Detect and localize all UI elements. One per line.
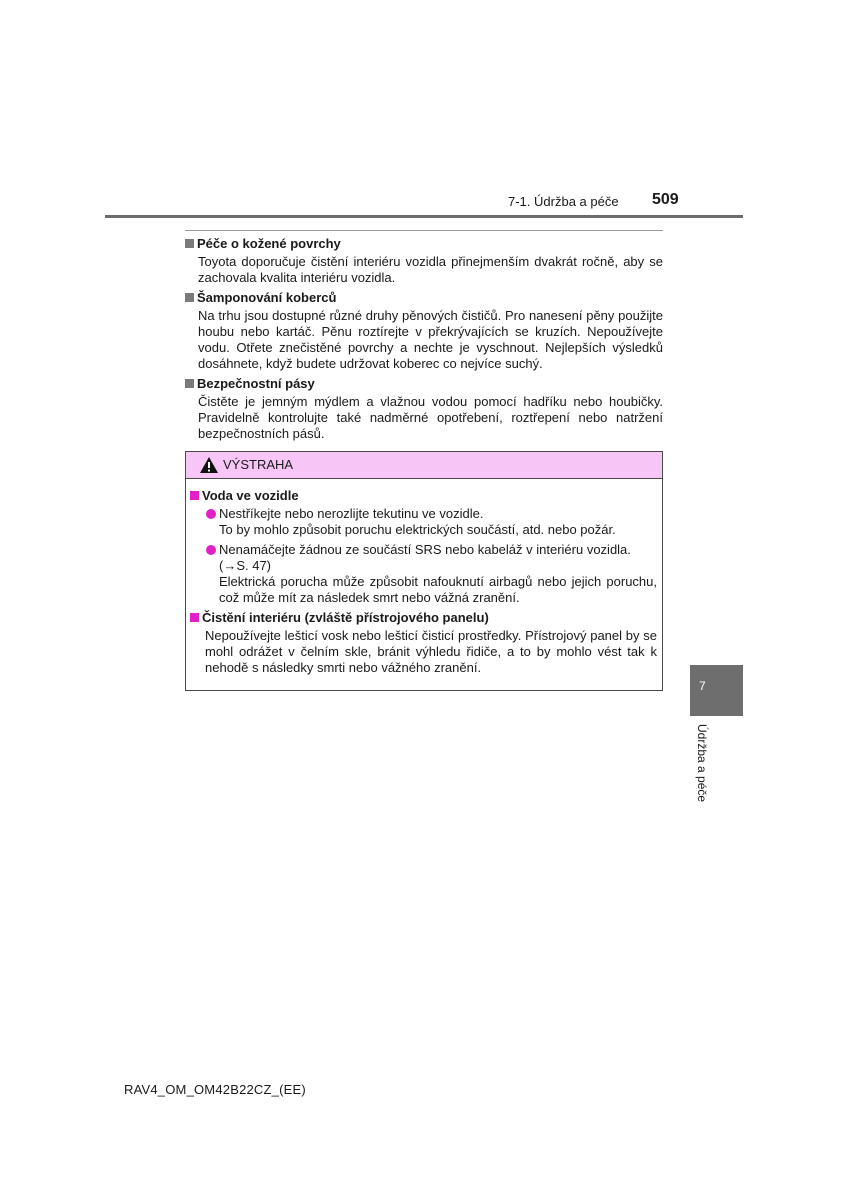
warning-paragraph: Nepoužívejte lešticí vosk nebo lešticí čisticí prostředky. Přístrojový panel by se mohl odrážet v čelním skle, bránit výhledu řidiče, a to by mohlo vést tak k nehodě s následky smrti nebo vážného zranění. [205,628,657,675]
warning-section-heading: Voda ve vozidle [190,488,657,504]
chapter-label: Údržba a péče [695,724,709,803]
content-divider [185,230,663,231]
main-content [185,236,663,446]
square-bullet-icon [185,293,194,302]
section-heading: Bezpečnostní pásy [185,376,663,392]
section-heading: Péče o kožené povrchy [185,236,663,252]
header-section-title: 7-1. Údržba a péče [508,194,619,209]
square-bullet-icon [185,239,194,248]
warning-bullet: Nestříkejte nebo nerozlijte tekutinu ve vozidle. To by mohlo způsobit poruchu elektrických součástí, atd. nebo požár. [206,506,657,538]
square-bullet-icon [190,491,199,500]
square-bullet-icon [185,379,194,388]
warning-title: VÝSTRAHA [223,457,294,472]
round-bullet-icon [206,509,216,519]
footer-code: RAV4_OM_OM42B22CZ_(EE) [124,1082,306,1097]
section-body: Čistěte je jemným mýdlem a vlažnou vodou pomocí hadříku nebo houbičky. Pravidelně kontrolujte také nadměrné opotřebení, roztřepení nebo natržení bezpečnostních pásů. [198,394,663,441]
page-number: 509 [652,191,679,208]
warning-triangle-icon [199,456,219,474]
section-body: Toyota doporučuje čistění interiéru vozidla přinejmenším dvakrát ročně, aby se zachovala kvalita interiéru vozidla. [198,254,663,285]
round-bullet-icon [206,545,216,555]
warning-bullet: Nenamáčejte žádnou ze součástí SRS nebo kabeláž v interiéru vozidla. (→S. 47) Elektrická porucha může způsobit nafouknutí airbagů nebo jejich poruchu, což může mít za následek smrt nebo vážná zranění. [206,542,657,606]
chapter-number: 7 [699,679,706,693]
warning-section-heading: Čistění interiéru (zvláště přístrojového panelu) [190,610,657,626]
section-heading: Šamponování koberců [185,290,663,306]
warning-box [185,451,663,691]
warning-header [186,452,662,479]
section-body: Na trhu jsou dostupné různé druhy pěnových čističů. Pro nanesení pěny použijte houbu nebo kartáč. Pěnu roztírejte v překrývajících se kruzích. Nepoužívejte vodu. Otřete znečistěné povrchy a nechte je vyschnout. Nejlepších výsledků dosáhnete, když budete udržovat koberec co nejvíce suchý. [198,308,663,371]
square-bullet-icon [190,613,199,622]
chapter-tab [690,665,743,716]
header-divider [105,215,743,218]
warning-body [186,479,662,676]
page-reference: (→S. 47) [219,558,272,573]
